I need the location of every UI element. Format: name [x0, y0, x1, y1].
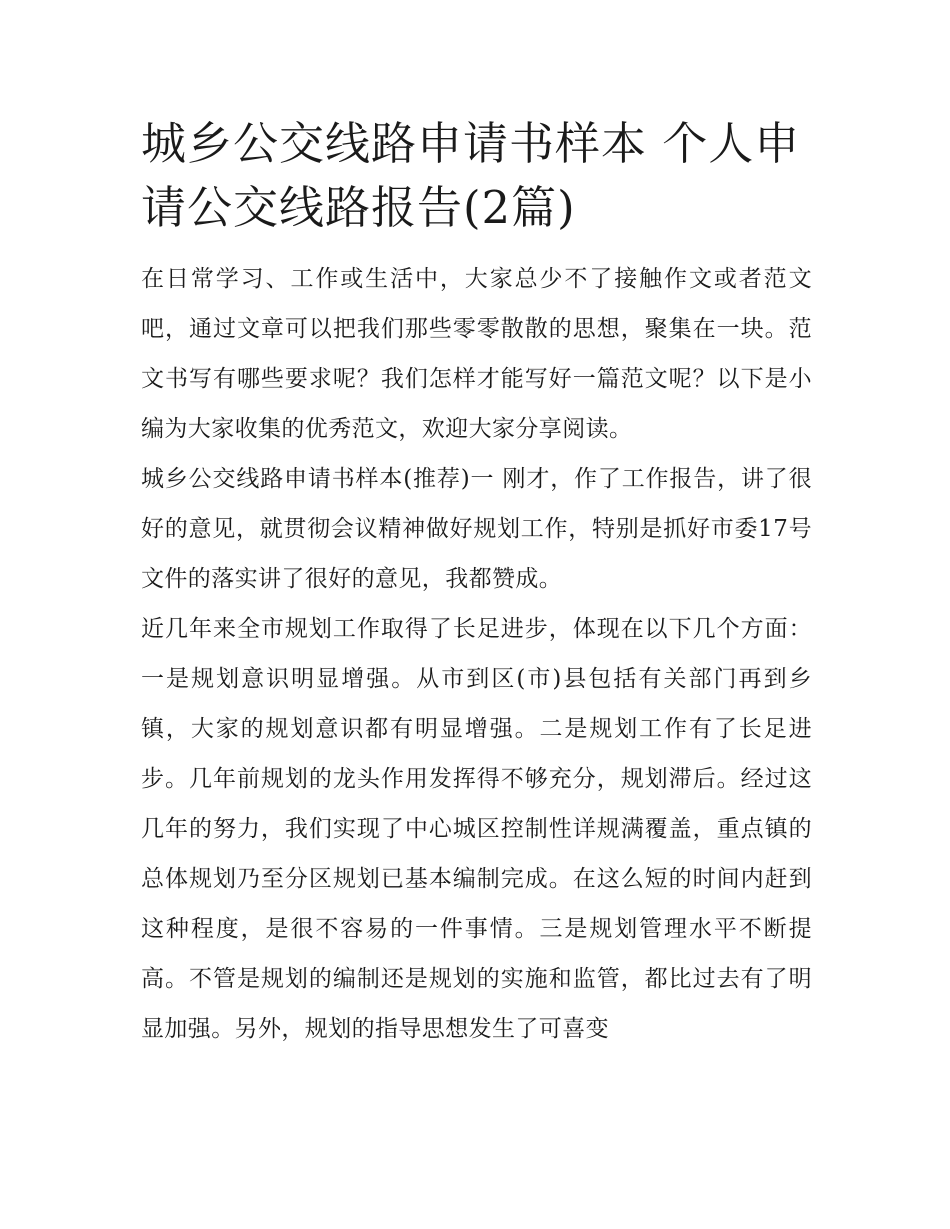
- paragraph-progress: 近几年来全市规划工作取得了长足进步，体现在以下几个方面：一是规划意识明显增强。从市到区(市)县包括有关部门再到乡镇，大家的规划意识都有明显增强。二是规划工作有了长足进步。几年前规划的龙头作用发挥得不够充分，规划滞后。经过这几年的努力，我们实现了中心城区控制性详规满覆盖，重点镇的总体规划乃至分区规划已基本编制完成。在这么短的时间内赶到这种程度，是很不容易的一件事情。三是规划管理水平不断提高。不管是规划的编制还是规划的实施和监管，都比过去有了明显加强。另外，规划的指导思想发生了可喜变: [141, 616, 812, 1042]
- paragraph-intro: 在日常学习、工作或生活中，大家总少不了接触作文或者范文吧，通过文章可以把我们那些零零散散的思想，聚集在一块。范文书写有哪些要求呢？我们怎样才能写好一篇范文呢？以下是小编为大家收集的优秀范文，欢迎大家分享阅读。: [141, 266, 812, 442]
- document-title: 城乡公交线路申请书样本 个人申请公交线路报告(2篇): [141, 117, 801, 234]
- document-body: [141, 254, 812, 1054]
- paragraph-speech-opening: 城乡公交线路申请书样本(推荐)一 刚才，作了工作报告，讲了很好的意见，就贯彻会议精神做好规划工作，特别是抓好市委17号文件的落实讲了很好的意见，我都赞成。: [141, 466, 812, 592]
